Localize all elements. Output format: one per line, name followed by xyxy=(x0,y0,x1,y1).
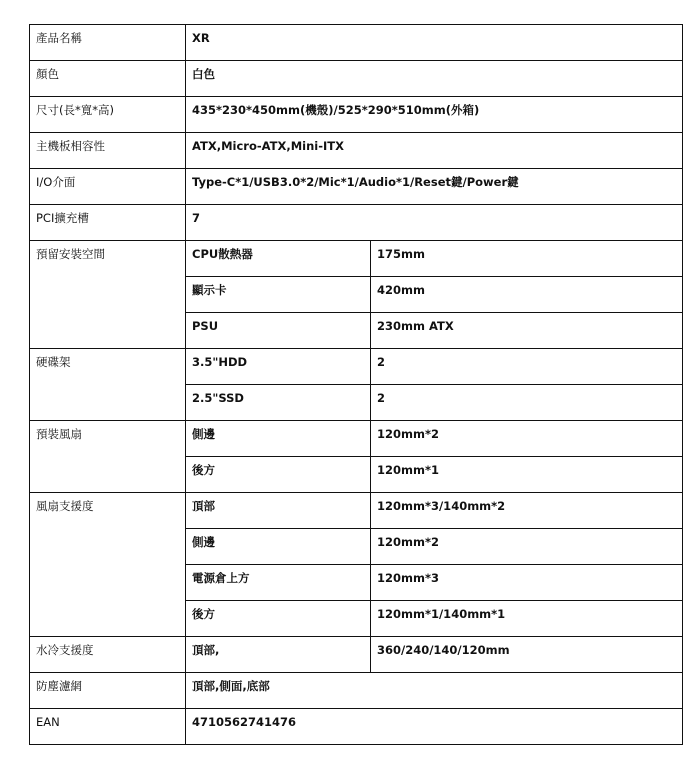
table-row xyxy=(30,205,683,241)
table-row xyxy=(30,25,683,61)
table-row xyxy=(30,493,683,529)
row-label: 硬碟架 xyxy=(30,349,186,421)
row-label: 預留安裝空間 xyxy=(30,241,186,349)
sub-value: 230mm ATX xyxy=(371,313,683,349)
table-row xyxy=(30,133,683,169)
row-value: 435*230*450mm(機殼)/525*290*510mm(外箱) xyxy=(186,97,683,133)
row-label: PCI擴充槽 xyxy=(30,205,186,241)
row-value: 白色 xyxy=(186,61,683,97)
sub-label: PSU xyxy=(186,313,371,349)
table-row xyxy=(30,637,683,673)
sub-value: 2 xyxy=(371,385,683,421)
row-label: I/O介面 xyxy=(30,169,186,205)
row-label: 防塵濾網 xyxy=(30,673,186,709)
sub-value: 120mm*3/140mm*2 xyxy=(371,493,683,529)
sub-label: 3.5"HDD xyxy=(186,349,371,385)
sub-value: 360/240/140/120mm xyxy=(371,637,683,673)
sub-value: 120mm*2 xyxy=(371,529,683,565)
row-label: 產品名稱 xyxy=(30,25,186,61)
sub-value: 120mm*1 xyxy=(371,457,683,493)
sub-label: 後方 xyxy=(186,457,371,493)
sub-label: 2.5"SSD xyxy=(186,385,371,421)
row-value: 4710562741476 xyxy=(186,709,683,745)
spec-table xyxy=(29,24,683,745)
sub-value: 120mm*3 xyxy=(371,565,683,601)
sub-value: 175mm xyxy=(371,241,683,277)
sub-label: CPU散熱器 xyxy=(186,241,371,277)
row-value: Type-C*1/USB3.0*2/Mic*1/Audio*1/Reset鍵/Power鍵 xyxy=(186,169,683,205)
sub-label: 側邊 xyxy=(186,529,371,565)
row-label: 風扇支援度 xyxy=(30,493,186,637)
row-label: 預裝風扇 xyxy=(30,421,186,493)
row-label: EAN xyxy=(30,709,186,745)
row-value: XR xyxy=(186,25,683,61)
sub-label: 後方 xyxy=(186,601,371,637)
sub-value: 420mm xyxy=(371,277,683,313)
sub-label: 側邊 xyxy=(186,421,371,457)
table-row xyxy=(30,709,683,745)
sub-label: 電源倉上方 xyxy=(186,565,371,601)
row-value: ATX,Micro-ATX,Mini-ITX xyxy=(186,133,683,169)
sub-value: 2 xyxy=(371,349,683,385)
row-value: 7 xyxy=(186,205,683,241)
sub-value: 120mm*2 xyxy=(371,421,683,457)
row-label: 水冷支援度 xyxy=(30,637,186,673)
table-row xyxy=(30,421,683,457)
table-row xyxy=(30,673,683,709)
row-label: 尺寸(長*寬*高) xyxy=(30,97,186,133)
sub-value: 120mm*1/140mm*1 xyxy=(371,601,683,637)
row-value: 頂部,側面,底部 xyxy=(186,673,683,709)
table-row xyxy=(30,349,683,385)
sub-label: 顯示卡 xyxy=(186,277,371,313)
table-row xyxy=(30,169,683,205)
table-row xyxy=(30,97,683,133)
row-label: 顏色 xyxy=(30,61,186,97)
sub-label: 頂部 xyxy=(186,493,371,529)
table-row xyxy=(30,61,683,97)
row-label: 主機板相容性 xyxy=(30,133,186,169)
table-row xyxy=(30,241,683,277)
sub-label: 頂部, xyxy=(186,637,371,673)
